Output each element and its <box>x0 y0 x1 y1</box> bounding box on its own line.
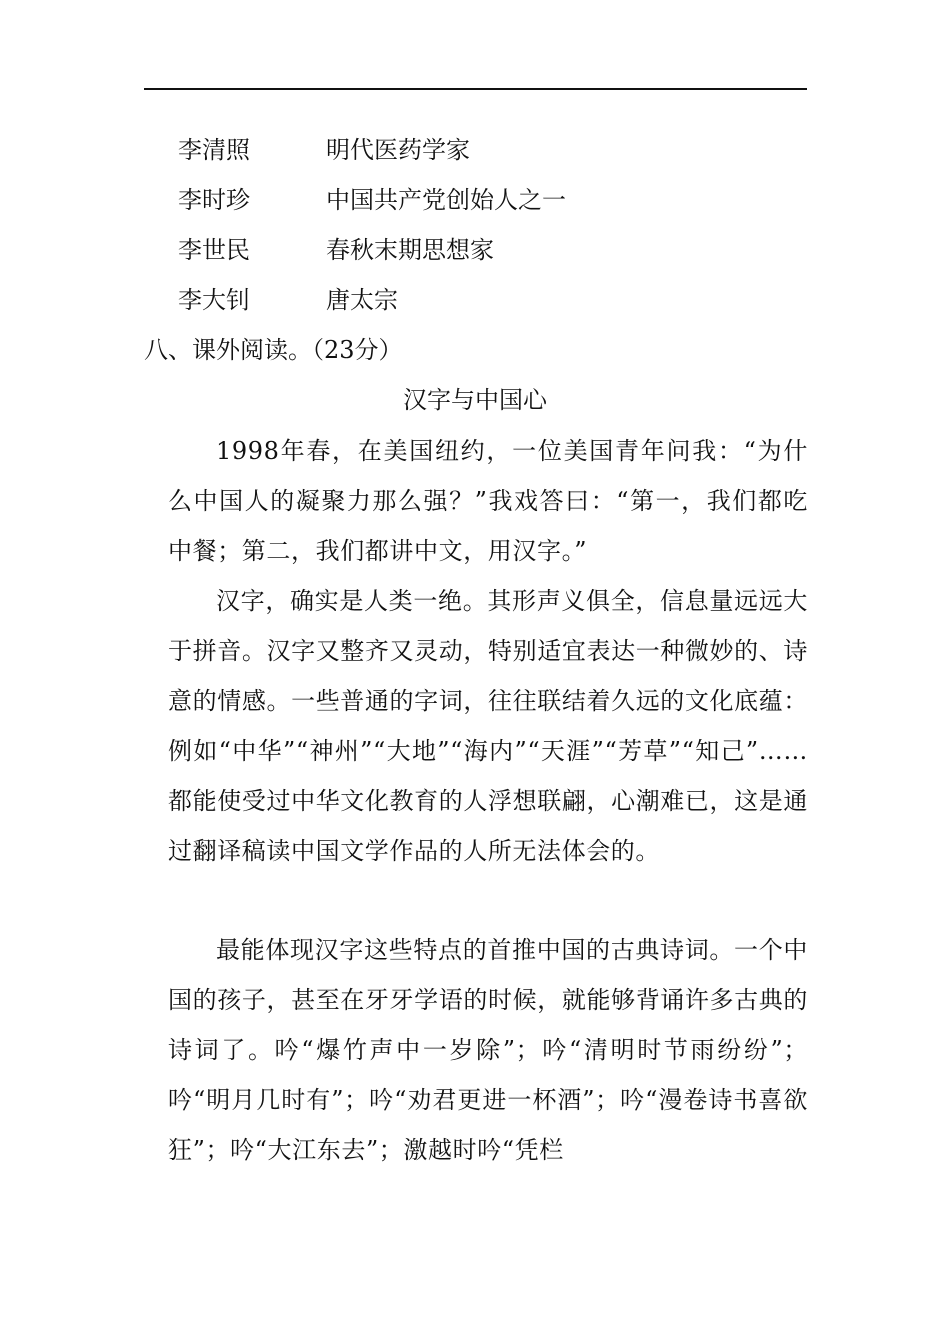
matching-row <box>178 180 566 220</box>
matching-description: 春秋末期思想家 <box>326 236 494 264</box>
article-paragraph: 最能体现汉字这些特点的首推中国的古典诗词。一个中国的孩子，甚至在牙牙学语的时候，就能够背诵许多古典的诗词了。吟“爆竹声中一岁除”；吟“清明时节雨纷纷”；吟“明月几时有”；吟“劝君更进一杯酒”；吟“漫卷诗书喜欲狂”；吟“大江东去”；激越时吟“凭栏 <box>168 936 808 1164</box>
top-divider-line <box>144 88 807 90</box>
matching-row <box>178 130 470 170</box>
matching-description: 中国共产党创始人之一 <box>326 186 566 214</box>
matching-person-name: 李时珍 <box>178 186 250 214</box>
matching-person-name: 李大钊 <box>178 286 250 314</box>
article-paragraph: 汉字，确实是人类一绝。其形声义俱全，信息量远远大于拼音。汉字又整齐又灵动，特别适宜表达一种微妙的、诗意的情感。一些普通的字词，往往联结着久远的文化底蕴：例如“中华”“神州”“大地”“海内”“天涯”“芳草”“知己”……都能使受过中华文化教育的人浮想联翩，心潮难已，这是通过翻译稿读中国文学作品的人所无法体会的。 <box>168 587 808 865</box>
section-heading: 八、课外阅读。（23分） <box>144 336 403 364</box>
article-title: 汉字与中国心 <box>403 386 547 414</box>
matching-row <box>178 280 398 320</box>
matching-person-name: 李世民 <box>178 236 250 264</box>
article-paragraph: 1998年春，在美国纽约，一位美国青年问我：“为什么中国人的凝聚力那么强？”我戏答曰：“第一，我们都吃中餐；第二，我们都讲中文，用汉字。” <box>168 437 808 565</box>
matching-description: 唐太宗 <box>326 286 398 314</box>
matching-description: 明代医药学家 <box>326 136 470 164</box>
matching-person-name: 李清照 <box>178 136 250 164</box>
matching-row <box>178 230 494 270</box>
